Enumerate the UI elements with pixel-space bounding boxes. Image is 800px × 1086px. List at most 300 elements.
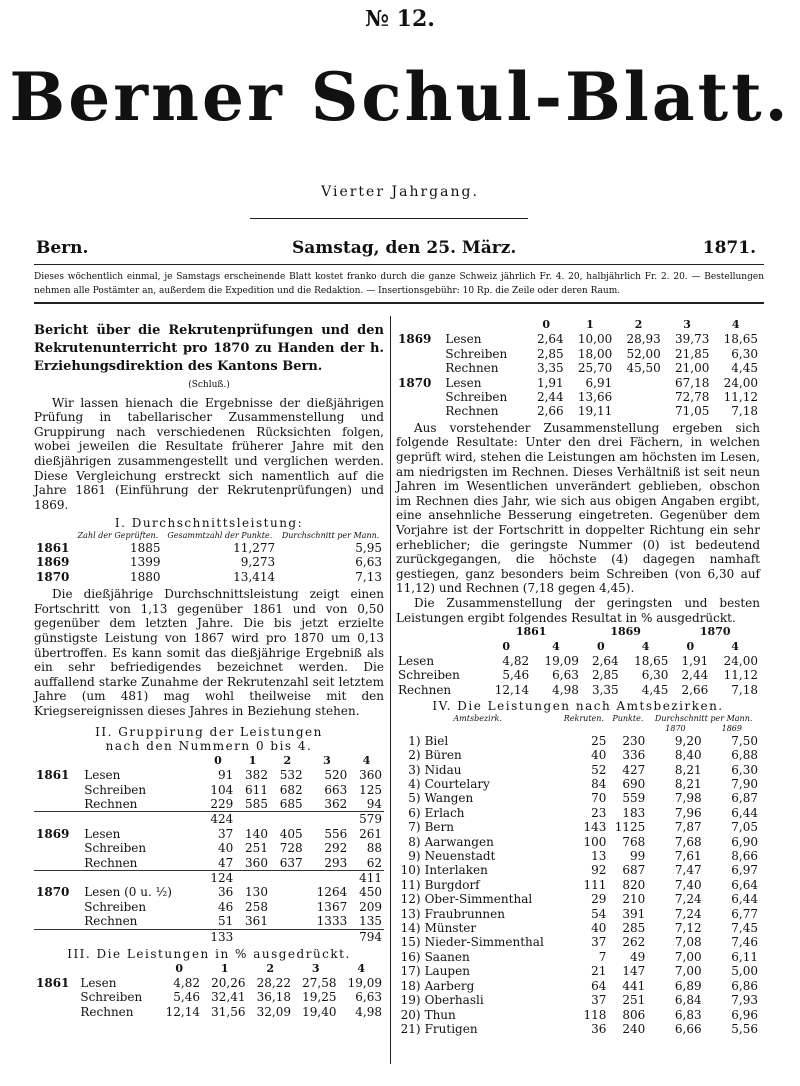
table-cell: 51 xyxy=(217,914,234,929)
column-number: 1 xyxy=(248,753,257,767)
table-cell: 7,61 xyxy=(674,849,702,864)
district-cell: Biel xyxy=(424,733,449,748)
table-cell: 70 xyxy=(591,791,607,806)
table-cell: 7,13 xyxy=(355,569,382,584)
rank-cell: 19) xyxy=(400,993,421,1008)
section-heading-2-sub: nach den Nummern 0 bis 4. xyxy=(105,739,313,754)
column-number: 3 xyxy=(683,318,691,331)
table-cell: 40 xyxy=(217,841,234,856)
district-cell: Wangen xyxy=(424,791,474,806)
table-cell: 2,66 xyxy=(681,682,709,697)
table-cell: 37 xyxy=(591,993,607,1008)
subscription-notice: Dieses wöchentlich einmal, je Samstags erscheinende Blatt kostet franko durch die ganze Schweiz jährlich Fr. 4. 20, halbjährlich Fr. 2. 20. — Bestellungen nehmen alle Postämter an, außerdem die Expedition und die Redaktion. — Insertionsgebühr: 10 Rp. die Zeile oder deren Raum. xyxy=(34,272,764,296)
table-cell: 405 xyxy=(279,826,303,841)
table-cell: 72,78 xyxy=(675,390,710,405)
district-cell: Münster xyxy=(424,921,477,936)
table-cell: 7,24 xyxy=(674,892,702,907)
table-cell: 6,89 xyxy=(674,978,702,993)
table-cell: 19,40 xyxy=(302,1004,337,1019)
table-cell: 62 xyxy=(366,855,382,870)
column-divider xyxy=(390,316,391,1064)
table-cell xyxy=(423,724,560,734)
table-cell: 2,66 xyxy=(536,404,564,419)
left-column xyxy=(34,322,384,1019)
table-cell: 13,66 xyxy=(577,390,613,405)
rank-cell: 18) xyxy=(400,978,421,993)
rank-cell: 21) xyxy=(400,1021,421,1036)
table-row xyxy=(396,820,760,834)
table-row xyxy=(34,797,384,812)
table-cell: 1264 xyxy=(316,885,348,900)
table-cell: 251 xyxy=(245,841,268,856)
year-cell: 1869 xyxy=(398,332,432,347)
table-cell: 293 xyxy=(324,855,348,870)
table-cell: 7,24 xyxy=(674,906,702,921)
table-cell: 5,95 xyxy=(355,540,382,555)
table-cell: 92 xyxy=(591,863,607,878)
table-cell: 8,21 xyxy=(674,762,702,777)
table-cell: 6,97 xyxy=(731,863,758,878)
district-cell: Laupen xyxy=(424,964,470,979)
table-cell: 7,05 xyxy=(731,820,758,835)
table-row xyxy=(34,570,384,584)
year-cell xyxy=(396,404,443,418)
table-cell: 40 xyxy=(591,921,607,936)
table-cell: 1125 xyxy=(614,820,646,835)
table-row xyxy=(396,806,760,820)
rank-cell: 3) xyxy=(408,762,421,777)
table-row xyxy=(396,791,760,805)
table-row xyxy=(396,763,760,777)
table-cell: 7,18 xyxy=(731,682,758,697)
subject-cell: Rechnen xyxy=(80,1004,134,1019)
sum-cell xyxy=(270,870,305,885)
subject-cell: Lesen xyxy=(398,653,435,668)
table-cell: 183 xyxy=(622,805,646,820)
table-header: Punkte. xyxy=(612,713,644,723)
table-cell: 5,56 xyxy=(731,1021,758,1036)
district-cell: Nieder-Simmenthal xyxy=(424,935,544,950)
table-cell: 1,91 xyxy=(681,653,709,668)
table-cell: 32,09 xyxy=(256,1004,291,1019)
table-cell: 71,05 xyxy=(675,404,710,419)
column-number: 0 xyxy=(542,318,551,331)
subject-cell: Schreiben xyxy=(445,346,508,361)
subject-cell: Rechnen xyxy=(84,796,138,811)
table-row xyxy=(34,768,384,782)
table-cell: 261 xyxy=(359,826,382,841)
table-cell: 23 xyxy=(591,805,607,820)
table-cell: 11,277 xyxy=(233,540,276,555)
sum-cell xyxy=(270,929,305,944)
rank-cell: 16) xyxy=(400,949,421,964)
table-cell: 4,45 xyxy=(641,682,669,697)
column-number: 3 xyxy=(323,753,331,767)
subject-cell: Rechnen xyxy=(398,682,452,697)
table-row xyxy=(396,777,760,791)
table-cell: 6,30 xyxy=(731,762,758,777)
table-cell xyxy=(34,929,82,944)
table-cell: 45,50 xyxy=(626,361,661,376)
table-cell: 6,90 xyxy=(731,834,758,849)
percent-table-1869-1870 xyxy=(396,318,760,419)
table-cell: 4,98 xyxy=(552,682,579,697)
table-header: Zahl der Geprüften. xyxy=(77,530,159,540)
table-row xyxy=(396,332,760,346)
table-row xyxy=(396,390,760,404)
right-column xyxy=(396,318,760,1036)
table-row xyxy=(34,783,384,797)
district-cell: Nidau xyxy=(424,762,462,777)
table-cell: 210 xyxy=(622,892,646,907)
sum-cell: 579 xyxy=(349,812,384,827)
rank-cell: 1) xyxy=(408,733,421,748)
rank-cell: 20) xyxy=(400,1007,421,1022)
district-cell: Erlach xyxy=(424,805,465,820)
volume-year: Vierter Jahrgang. xyxy=(321,184,479,200)
table-cell: 6,91 xyxy=(585,375,613,390)
table-cell: 663 xyxy=(324,782,348,797)
table-cell xyxy=(396,724,423,734)
table-cell: 37 xyxy=(217,826,234,841)
column-number: 2 xyxy=(283,753,292,767)
table-cell: 24,00 xyxy=(723,375,758,390)
table-cell: 768 xyxy=(622,834,646,849)
rank-cell: 5) xyxy=(408,791,421,806)
table-cell: 230 xyxy=(622,733,646,748)
table-cell: 2,64 xyxy=(536,332,564,347)
table-cell: 18,65 xyxy=(723,332,758,347)
top-rule xyxy=(34,264,764,265)
table-cell xyxy=(396,625,481,639)
table-cell: 21,00 xyxy=(675,361,710,376)
table-cell: 258 xyxy=(245,899,268,914)
table-cell: 13,414 xyxy=(233,569,276,584)
rank-cell: 13) xyxy=(400,906,421,921)
district-cell: Frutigen xyxy=(424,1021,478,1036)
table-cell: 8,40 xyxy=(674,748,702,763)
table-cell: 21 xyxy=(591,964,607,979)
table-row xyxy=(34,976,384,990)
district-cell: Thun xyxy=(424,1007,456,1022)
table-row xyxy=(34,900,384,914)
table-header: Durchschnitt per Mann. xyxy=(281,530,380,540)
table-cell: 690 xyxy=(622,777,646,791)
table-cell: 29 xyxy=(591,892,607,907)
table-cell: 39,73 xyxy=(675,332,710,347)
table-cell: 12,14 xyxy=(494,682,530,697)
table-cell: 3,35 xyxy=(536,361,564,376)
sum-cell: 133 xyxy=(201,929,236,944)
table-cell: 585 xyxy=(245,796,268,811)
table-cell: 559 xyxy=(622,791,646,806)
table-cell: 6,64 xyxy=(731,877,758,892)
table-cell: 6,83 xyxy=(674,1007,702,1022)
table-cell: 2,85 xyxy=(591,668,619,683)
year-number: 1871. xyxy=(702,238,756,258)
table-cell: 5,46 xyxy=(173,990,200,1005)
table-cell: 806 xyxy=(622,1007,646,1022)
table-cell: 6,86 xyxy=(731,978,758,993)
table-cell: 7,00 xyxy=(674,964,702,979)
table-cell: 6,84 xyxy=(674,993,702,1008)
table-cell xyxy=(82,929,200,944)
table-cell: 135 xyxy=(359,914,382,929)
table-cell: 28,22 xyxy=(256,975,291,990)
sum-cell: 124 xyxy=(201,870,236,885)
issue-date: Samstag, den 25. März. xyxy=(292,238,517,258)
grouping-table xyxy=(34,754,384,944)
table-cell: 10,00 xyxy=(577,332,613,347)
year-cell xyxy=(396,347,443,361)
table-cell: 18,00 xyxy=(577,346,613,361)
table-cell: 6,30 xyxy=(641,668,669,683)
table-cell: 685 xyxy=(279,796,303,811)
table-cell: 7,87 xyxy=(674,820,702,835)
table-row xyxy=(396,376,760,390)
table-cell: 4,45 xyxy=(731,361,758,376)
district-cell: Büren xyxy=(424,748,462,763)
table-cell: 25 xyxy=(591,733,607,748)
table-row xyxy=(396,921,760,935)
year-cell xyxy=(34,856,82,871)
table-cell xyxy=(443,318,526,332)
sum-cell xyxy=(305,812,350,827)
table-row xyxy=(396,964,760,978)
table-cell: 7,50 xyxy=(731,733,758,748)
district-cell: Saanen xyxy=(424,949,470,964)
table-cell: 37 xyxy=(591,935,607,950)
table-row xyxy=(396,993,760,1007)
table-cell: 2,44 xyxy=(681,668,709,683)
subject-cell: Schreiben xyxy=(398,668,460,683)
table-cell: 19,09 xyxy=(544,653,579,668)
table-cell: 18,65 xyxy=(634,653,669,668)
table-row xyxy=(396,683,760,697)
table-cell: 28,93 xyxy=(626,332,661,347)
column-numbers xyxy=(396,640,760,654)
table-header: Amtsbezirk. xyxy=(453,713,502,723)
table-row xyxy=(396,748,760,762)
table-cell xyxy=(614,376,663,390)
table-cell: 21,85 xyxy=(675,346,710,361)
article-title: Bericht über die Rekrutenprüfungen und den Rekrutenunterricht pro 1870 zu Handen der h. Erziehungsdirektion des Kantons Bern. xyxy=(34,323,384,374)
place: Bern. xyxy=(36,238,89,258)
table-header: Rekruten. xyxy=(563,713,604,723)
table-cell: 32,41 xyxy=(211,990,246,1005)
rank-cell: 17) xyxy=(400,964,421,979)
table-cell: 147 xyxy=(622,964,646,979)
table-cell xyxy=(34,870,82,885)
table-cell: 7,46 xyxy=(731,935,758,950)
table-cell: 118 xyxy=(583,1007,607,1022)
table-cell: 6,63 xyxy=(355,990,382,1005)
table-row xyxy=(396,979,760,993)
year-cell xyxy=(34,914,82,929)
table-row xyxy=(396,654,760,668)
subject-cell: Lesen xyxy=(445,332,482,347)
table-cell: 47 xyxy=(217,855,234,870)
table-cell: 391 xyxy=(622,906,646,921)
table-cell: 19,09 xyxy=(347,975,382,990)
sum-cell: 424 xyxy=(201,812,236,827)
table-cell: 1,91 xyxy=(536,375,564,390)
rank-cell: 8) xyxy=(408,834,421,849)
district-cell: Burgdorf xyxy=(424,877,480,892)
subject-cell: Schreiben xyxy=(445,390,508,405)
table-cell: 88 xyxy=(366,841,382,856)
table-cell: 240 xyxy=(622,1021,646,1036)
table-row xyxy=(396,668,760,682)
table-cell: 6,96 xyxy=(731,1007,758,1022)
year-cell: 1870 xyxy=(36,569,70,584)
table-cell: 262 xyxy=(622,935,646,950)
rank-cell: 12) xyxy=(400,892,421,907)
subject-cell: Rechnen xyxy=(445,404,499,419)
table-row xyxy=(396,849,760,863)
table-cell: 360 xyxy=(245,855,268,870)
year-cell: 1861 xyxy=(36,540,70,555)
table-cell: 687 xyxy=(622,863,646,878)
table-header: 1869 xyxy=(721,723,742,733)
subject-cell: Lesen (0 u. ½) xyxy=(84,885,172,900)
table-cell: 4,82 xyxy=(173,975,200,990)
table-header-row xyxy=(396,714,760,724)
table-cell: 19,11 xyxy=(577,404,613,419)
table-cell: 8,21 xyxy=(674,777,702,791)
sum-cell xyxy=(305,929,350,944)
table-cell xyxy=(270,900,305,914)
column-number: 4 xyxy=(731,318,740,331)
table-cell: 2,64 xyxy=(591,653,619,668)
table-cell xyxy=(614,390,663,404)
table-cell: 12,14 xyxy=(165,1004,200,1019)
table-cell: 64 xyxy=(591,978,607,993)
column-number: 0 xyxy=(596,639,605,653)
table-cell: 5,00 xyxy=(731,964,758,979)
table-cell: 84 xyxy=(591,777,607,791)
column-number: 3 xyxy=(311,961,320,975)
table-row xyxy=(34,885,384,899)
sum-cell xyxy=(270,812,305,827)
table-cell: 360 xyxy=(359,768,382,783)
table-row xyxy=(34,555,384,569)
table-cell xyxy=(34,812,82,827)
subject-cell: Lesen xyxy=(84,826,121,841)
year-cell xyxy=(34,1005,78,1019)
rank-cell: 4) xyxy=(408,777,421,791)
subject-cell: Schreiben xyxy=(84,782,147,797)
column-number: 2 xyxy=(634,318,643,331)
table-cell: 229 xyxy=(210,796,234,811)
section-heading-3: III. Die Leistungen in % ausgedrückt. xyxy=(67,946,351,961)
table-row xyxy=(396,907,760,921)
table-cell xyxy=(608,724,647,734)
table-cell: 52 xyxy=(591,762,607,777)
table-cell: 251 xyxy=(622,993,646,1008)
table-cell: 7,98 xyxy=(674,791,702,806)
district-cell: Interlaken xyxy=(424,863,488,878)
year-header-row xyxy=(396,625,760,639)
table-cell: 8,66 xyxy=(731,849,758,864)
table-cell: 7,18 xyxy=(731,404,758,419)
sum-row xyxy=(34,929,384,944)
subject-cell: Rechnen xyxy=(84,914,138,929)
table-cell: 94 xyxy=(366,796,382,811)
table-cell: 40 xyxy=(591,748,607,763)
table-cell xyxy=(270,885,305,899)
rank-cell: 6) xyxy=(408,805,421,820)
table-header: Durchschnitt per Mann. xyxy=(654,713,753,723)
table-row xyxy=(396,892,760,906)
table-row xyxy=(396,361,760,375)
table-cell: 13 xyxy=(591,849,607,864)
year-cell xyxy=(34,841,82,855)
table-cell: 19,25 xyxy=(302,990,337,1005)
table-cell: 130 xyxy=(245,885,268,900)
year-cell: 1869 xyxy=(36,826,70,841)
table-cell: 427 xyxy=(622,762,646,777)
table-row xyxy=(34,914,384,929)
section-heading-4: IV. Die Leistungen nach Amtsbezirken. xyxy=(432,699,724,714)
table-cell: 36 xyxy=(217,885,234,900)
table-row xyxy=(34,1005,384,1019)
table-cell: 336 xyxy=(622,748,646,763)
masthead-title: Berner Schul-Blatt. xyxy=(9,58,791,136)
table-cell: 362 xyxy=(324,796,348,811)
subject-cell: Schreiben xyxy=(84,841,147,856)
table-cell: 104 xyxy=(210,782,234,797)
table-row xyxy=(396,935,760,949)
year-cell: 1861 xyxy=(36,975,70,990)
column-number: 2 xyxy=(266,961,275,975)
table-cell: 6,11 xyxy=(731,949,758,964)
table-cell: 6,30 xyxy=(731,346,758,361)
table-cell: 46 xyxy=(217,899,234,914)
table-cell: 49 xyxy=(630,949,646,964)
year-cell xyxy=(34,783,82,797)
sum-cell xyxy=(235,870,270,885)
table-cell: 285 xyxy=(622,921,646,936)
table-row xyxy=(396,347,760,361)
article-paragraph-3: Aus vorstehender Zusammenstellung ergeben sich folgende Resultate: Unter den drei Fächern, in welchen geprüft wird, stehen die Leistungen am höchsten im Lesen, am niedrigsten im Rechnen. Dieses Verhältniß ist seit neun Jahren im Wesentlichen unverändert geblieben, obschon im Rechnen dies Jahr, wie sich aus obigen Angaben ergibt, eine ansehnliche Besserung eingetreten. Gegenüber dem Vorjahre ist der Fortschritt in doppelter Richtung ein sehr erheblicher; die geringste Nummer (0) ist bedeutend zurückgegangen, die höchste (4) dagegen namhaft gestiegen, ganz besonders beim Schreiben (von 6,30 auf 11,12) und Rechnen (7,18 gegen 4,45). xyxy=(396,420,760,596)
district-cell: Aarwangen xyxy=(424,834,494,849)
table-cell xyxy=(614,404,663,418)
table-cell: 6,77 xyxy=(731,906,758,921)
year-cell: 1861 xyxy=(36,768,70,783)
table-cell: 24,00 xyxy=(723,653,758,668)
column-number: 0 xyxy=(502,639,511,653)
year-cell xyxy=(34,900,82,914)
table-cell xyxy=(82,812,200,827)
table-cell: 7,47 xyxy=(674,863,702,878)
subject-cell: Schreiben xyxy=(80,990,143,1005)
subject-cell: Schreiben xyxy=(84,899,147,914)
table-cell: 6,63 xyxy=(552,668,579,683)
table-row xyxy=(396,863,760,877)
table-cell: 91 xyxy=(217,768,234,783)
table-cell: 1885 xyxy=(129,540,161,555)
column-number: 4 xyxy=(357,961,366,975)
rank-cell: 14) xyxy=(400,921,421,936)
table-cell: 143 xyxy=(583,820,607,835)
table-cell: 382 xyxy=(245,768,268,783)
table-cell: 6,66 xyxy=(674,1021,702,1036)
table-cell: 6,63 xyxy=(355,555,382,570)
table-cell: 11,12 xyxy=(723,390,758,405)
table-cell: 611 xyxy=(245,782,268,797)
table-cell: 7,40 xyxy=(674,877,702,892)
